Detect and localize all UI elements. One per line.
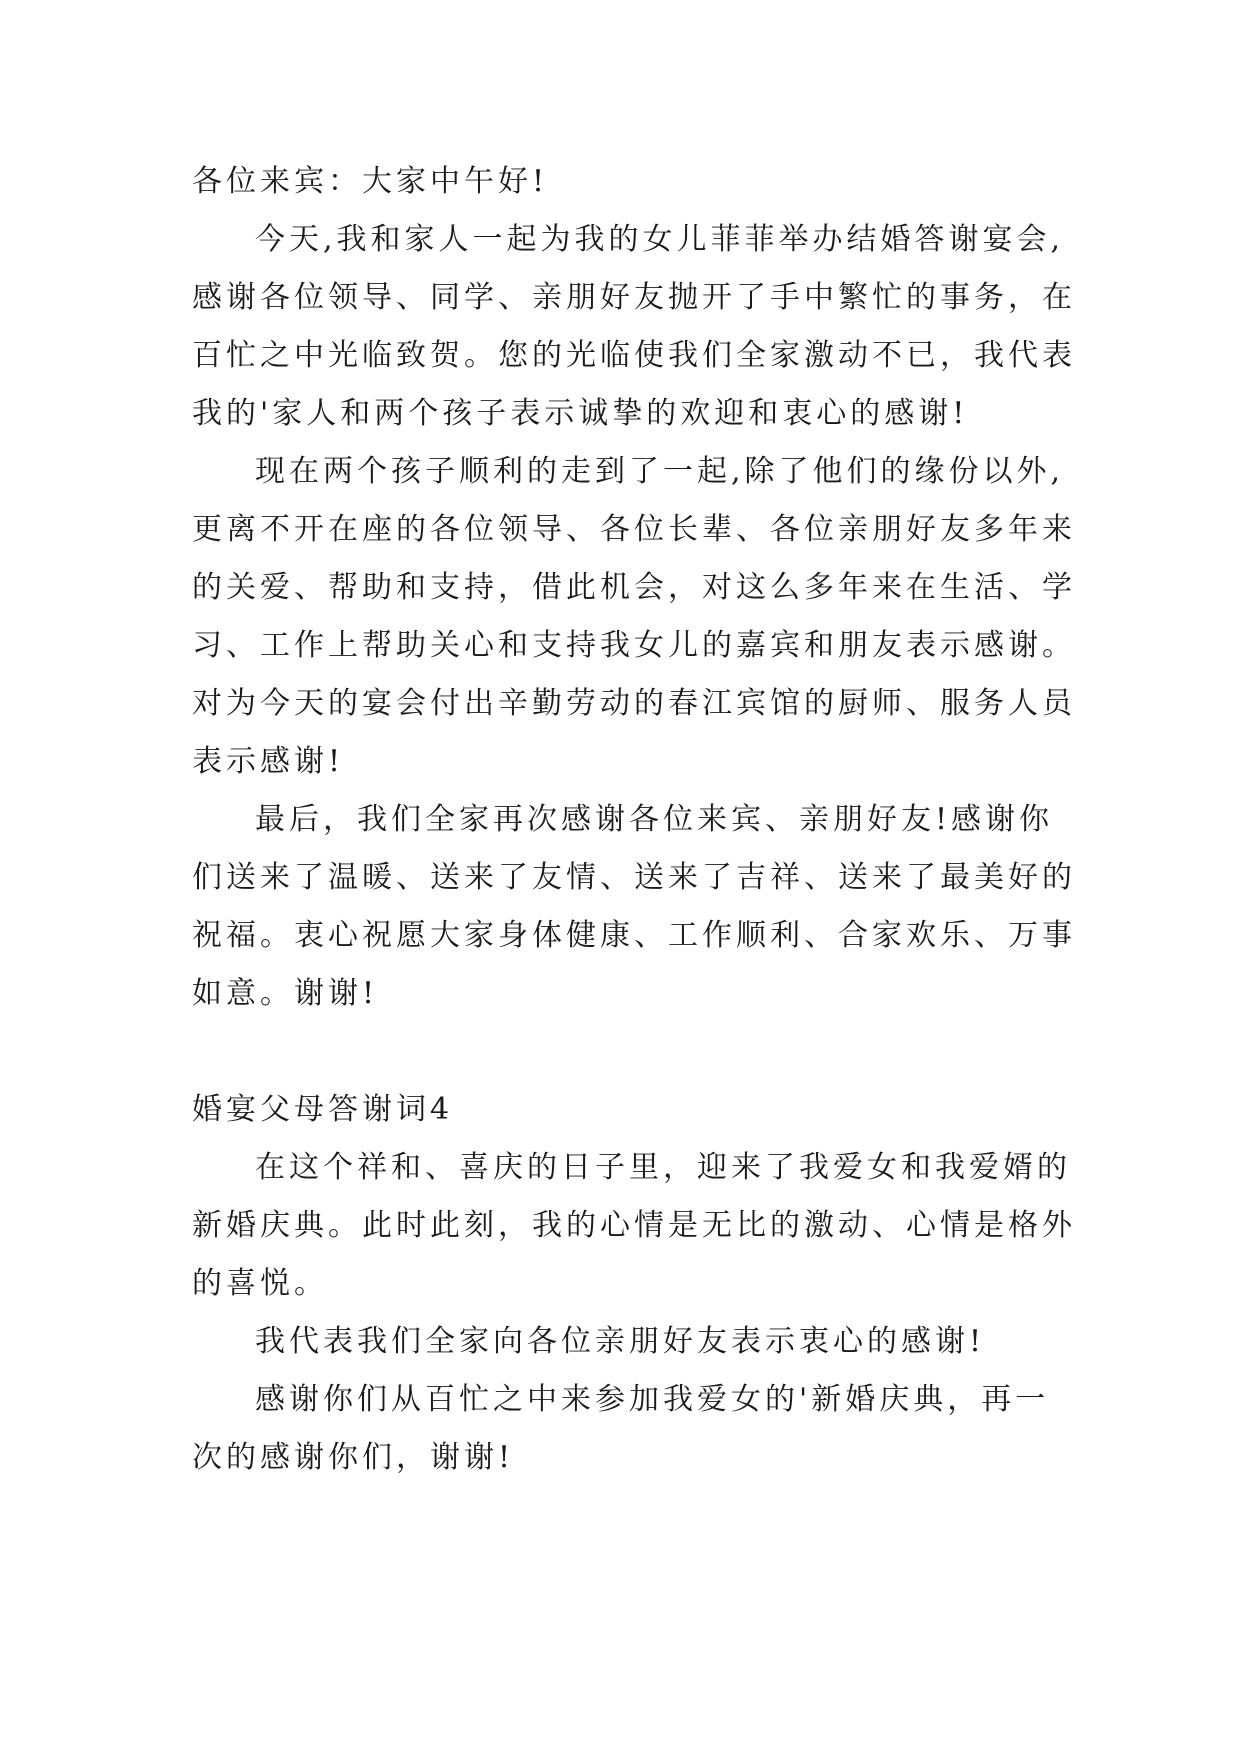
text-line: 祝福。衷心祝愿大家身体健康、工作顺利、合家欢乐、万事 <box>192 918 1076 953</box>
text-line: 百忙之中光临致贺。您的光临使我们全家激动不已，我代表 <box>192 338 1076 373</box>
text-line: 表示感谢! <box>192 744 345 779</box>
text-line: 在这个祥和、喜庆的日子里，迎来了我爱女和我爱婿的 <box>255 1150 1071 1185</box>
text-line: 们送来了温暖、送来了友情、送来了吉祥、送来了最美好的 <box>192 860 1076 895</box>
text-line: 我代表我们全家向各位亲朋好友表示衷心的感谢! <box>255 1324 986 1359</box>
text-line: 感谢各位领导、同学、亲朋好友抛开了手中繁忙的事务，在 <box>192 280 1076 315</box>
salutation-line: 各位来宾：大家中午好! <box>192 164 549 199</box>
text-line: 如意。谢谢! <box>192 976 379 1011</box>
text-line: 习、工作上帮助关心和支持我女儿的嘉宾和朋友表示感谢。 <box>192 628 1076 663</box>
text-line: 现在两个孩子顺利的走到了一起,除了他们的缘份以外, <box>255 454 1065 489</box>
section-heading: 婚宴父母答谢词4 <box>192 1092 454 1127</box>
text-line: 次的感谢你们，谢谢! <box>192 1440 515 1475</box>
text-line: 对为今天的宴会付出辛勤劳动的春江宾馆的厨师、服务人员 <box>192 686 1076 721</box>
text-line: 的关爱、帮助和支持，借此机会，对这么多年来在生活、学 <box>192 570 1076 605</box>
text-line: 今天,我和家人一起为我的女儿菲菲举办结婚答谢宴会, <box>255 222 1065 257</box>
text-line: 感谢你们从百忙之中来参加我爱女的'新婚庆典，再一 <box>255 1382 1050 1417</box>
text-line: 我的'家人和两个孩子表示诚挚的欢迎和衷心的感谢! <box>192 396 969 431</box>
text-line: 新婚庆典。此时此刻，我的心情是无比的激动、心情是格外 <box>192 1208 1076 1243</box>
text-line: 最后，我们全家再次感谢各位来宾、亲朋好友!感谢你 <box>255 802 1054 837</box>
text-line: 的喜悦。 <box>192 1266 328 1301</box>
text-line: 更离不开在座的各位领导、各位长辈、各位亲朋好友多年来 <box>192 512 1076 547</box>
